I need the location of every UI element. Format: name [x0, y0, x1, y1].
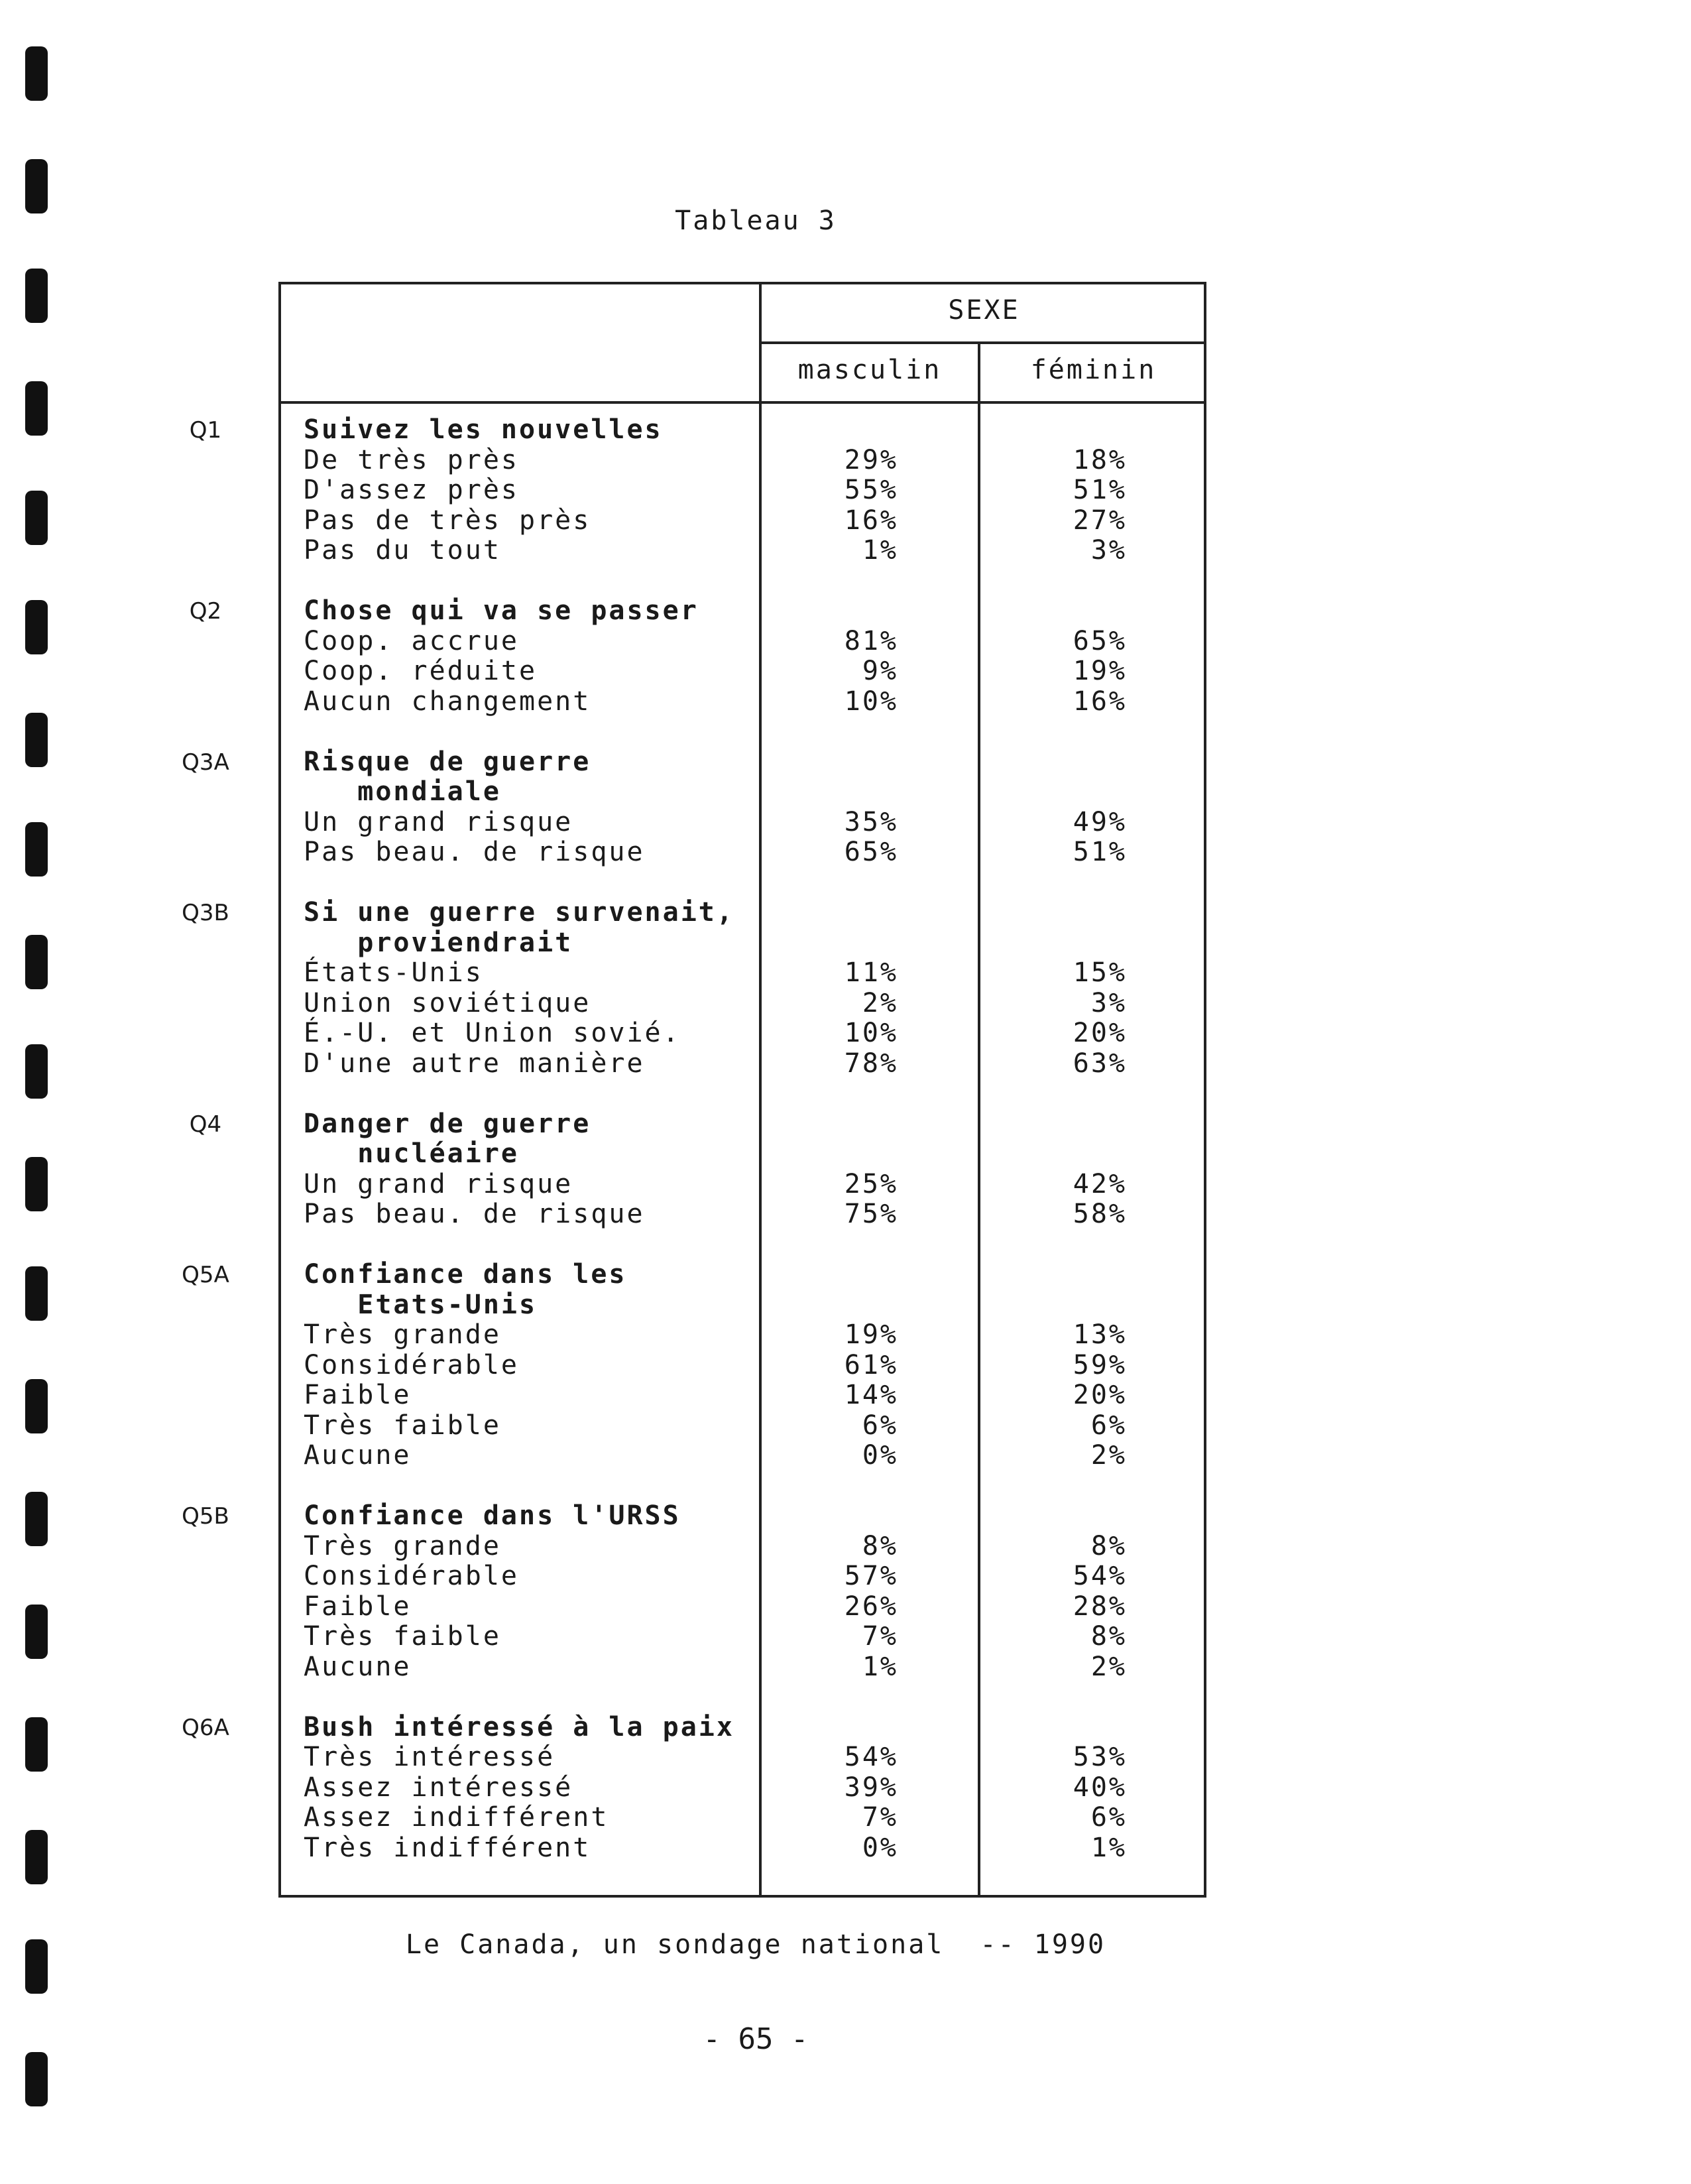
section-heading: Si une guerre survenait,	[304, 897, 734, 928]
value-feminin: 19%	[1073, 656, 1127, 686]
binding-hole	[25, 1379, 48, 1433]
section-heading: Danger de guerre	[304, 1108, 591, 1139]
value-masculin: 7%	[862, 1621, 898, 1652]
value-masculin: 9%	[862, 656, 898, 686]
value-feminin: 58%	[1073, 1199, 1127, 1229]
section-heading: Suivez les nouvelles	[304, 414, 663, 445]
header-col-feminin: féminin	[1030, 355, 1157, 385]
row-label: Assez indifférent	[304, 1802, 609, 1833]
value-feminin: 65%	[1073, 625, 1127, 656]
value-feminin: 28%	[1073, 1591, 1127, 1622]
question-id: Q5A	[182, 1262, 229, 1288]
row-label: Très faible	[304, 1410, 501, 1441]
value-masculin: 16%	[844, 505, 898, 536]
row-label: Très intéressé	[304, 1742, 555, 1772]
column-divider-left	[759, 282, 762, 1898]
binding-hole	[25, 1830, 48, 1884]
value-masculin: 0%	[862, 1440, 898, 1471]
binding-hole	[25, 491, 48, 545]
row-label: États-Unis	[304, 957, 483, 988]
binding-hole	[25, 1044, 48, 1099]
row-label: De très près	[304, 444, 519, 475]
row-label: Pas beau. de risque	[304, 1199, 645, 1229]
value-feminin: 63%	[1073, 1048, 1127, 1079]
value-feminin: 3%	[1090, 987, 1127, 1018]
value-feminin: 20%	[1073, 1380, 1127, 1410]
row-label: Considérable	[304, 1561, 519, 1591]
value-masculin: 57%	[844, 1561, 898, 1591]
row-label: Aucune	[304, 1440, 412, 1471]
value-feminin: 20%	[1073, 1018, 1127, 1048]
value-masculin: 78%	[844, 1048, 898, 1079]
question-id: Q3B	[182, 900, 229, 926]
row-label: Pas de très près	[304, 505, 591, 536]
question-id: Q2	[189, 598, 222, 625]
binding-hole	[25, 822, 48, 877]
value-masculin: 35%	[844, 806, 898, 837]
header-col-masculin: masculin	[797, 355, 942, 385]
value-masculin: 0%	[862, 1832, 898, 1863]
value-masculin: 55%	[844, 475, 898, 505]
value-masculin: 61%	[844, 1349, 898, 1380]
value-feminin: 8%	[1090, 1621, 1127, 1652]
value-masculin: 1%	[862, 1651, 898, 1682]
section-heading: mondiale	[304, 776, 501, 807]
value-masculin: 29%	[844, 444, 898, 475]
column-divider-mid	[978, 341, 980, 1898]
row-label: Très grande	[304, 1530, 501, 1561]
binding-hole	[25, 381, 48, 436]
row-label: Très grande	[304, 1319, 501, 1350]
value-feminin: 54%	[1073, 1561, 1127, 1591]
binding-hole	[25, 269, 48, 323]
binding-hole	[25, 935, 48, 989]
row-label: Très faible	[304, 1621, 501, 1652]
value-masculin: 1%	[862, 535, 898, 566]
row-label: Pas beau. de risque	[304, 837, 645, 867]
binding-hole	[25, 713, 48, 767]
row-label: Faible	[304, 1380, 412, 1410]
value-feminin: 13%	[1073, 1319, 1127, 1350]
value-feminin: 49%	[1073, 806, 1127, 837]
section-heading: nucléaire	[304, 1138, 519, 1169]
row-label: Union soviétique	[304, 987, 591, 1018]
binding-hole	[25, 600, 48, 654]
value-masculin: 26%	[844, 1591, 898, 1622]
question-id: Q1	[189, 417, 222, 444]
section-heading: Etats-Unis	[304, 1289, 538, 1320]
section-heading: Bush intéressé à la paix	[304, 1711, 734, 1742]
footer-caption: Le Canada, un sondage national -- 1990	[405, 1929, 1106, 1960]
value-feminin: 6%	[1090, 1802, 1127, 1833]
value-feminin: 40%	[1073, 1772, 1127, 1803]
value-feminin: 8%	[1090, 1530, 1127, 1561]
value-masculin: 75%	[844, 1199, 898, 1229]
page-number: - 65 -	[703, 2022, 809, 2056]
value-masculin: 2%	[862, 987, 898, 1018]
value-feminin: 6%	[1090, 1410, 1127, 1441]
value-feminin: 51%	[1073, 475, 1127, 505]
value-masculin: 6%	[862, 1410, 898, 1441]
section-heading: Risque de guerre	[304, 746, 591, 777]
binding-hole	[25, 46, 48, 101]
question-id: Q4	[189, 1111, 222, 1138]
value-masculin: 8%	[862, 1530, 898, 1561]
row-label: Assez intéressé	[304, 1772, 573, 1803]
value-masculin: 14%	[844, 1380, 898, 1410]
section-heading: proviendrait	[304, 927, 573, 958]
value-masculin: 39%	[844, 1772, 898, 1803]
value-masculin: 10%	[844, 1018, 898, 1048]
value-feminin: 51%	[1073, 837, 1127, 867]
row-label: Aucun changement	[304, 686, 591, 717]
section-heading: Confiance dans l'URSS	[304, 1500, 681, 1531]
row-label: Très indifférent	[304, 1832, 591, 1863]
row-label: Un grand risque	[304, 1168, 573, 1199]
question-id: Q5B	[182, 1503, 229, 1530]
value-masculin: 11%	[844, 957, 898, 988]
row-label: D'assez près	[304, 475, 519, 505]
row-label: Considérable	[304, 1349, 519, 1380]
value-masculin: 54%	[844, 1742, 898, 1772]
value-feminin: 59%	[1073, 1349, 1127, 1380]
value-feminin: 27%	[1073, 505, 1127, 536]
value-feminin: 2%	[1090, 1651, 1127, 1682]
page-title: Tableau 3	[675, 206, 837, 236]
header-group-label: SEXE	[948, 295, 1020, 326]
binding-hole	[25, 2052, 48, 2106]
value-masculin: 81%	[844, 625, 898, 656]
binding-hole	[25, 1605, 48, 1659]
binding-hole	[25, 1717, 48, 1772]
value-feminin: 53%	[1073, 1742, 1127, 1772]
header-divider	[759, 341, 1206, 344]
value-masculin: 19%	[844, 1319, 898, 1350]
question-id: Q3A	[182, 749, 229, 776]
row-label: É.-U. et Union sovié.	[304, 1018, 681, 1048]
row-label: Un grand risque	[304, 806, 573, 837]
value-masculin: 7%	[862, 1802, 898, 1833]
value-feminin: 2%	[1090, 1440, 1127, 1471]
value-masculin: 65%	[844, 837, 898, 867]
binding-hole	[25, 1492, 48, 1546]
value-masculin: 25%	[844, 1168, 898, 1199]
row-label: D'une autre manière	[304, 1048, 645, 1079]
value-feminin: 3%	[1090, 535, 1127, 566]
value-feminin: 42%	[1073, 1168, 1127, 1199]
row-label: Aucune	[304, 1651, 412, 1682]
value-masculin: 10%	[844, 686, 898, 717]
binding-hole	[25, 1266, 48, 1321]
header-bottom-line	[278, 401, 1206, 404]
binding-hole	[25, 1157, 48, 1211]
row-label: Coop. réduite	[304, 656, 538, 686]
section-heading: Chose qui va se passer	[304, 595, 699, 626]
row-label: Pas du tout	[304, 535, 501, 566]
question-id: Q6A	[182, 1714, 229, 1741]
value-feminin: 15%	[1073, 957, 1127, 988]
value-feminin: 16%	[1073, 686, 1127, 717]
row-label: Faible	[304, 1591, 412, 1622]
section-heading: Confiance dans les	[304, 1259, 627, 1290]
value-feminin: 1%	[1090, 1832, 1127, 1863]
row-label: Coop. accrue	[304, 625, 519, 656]
value-feminin: 18%	[1073, 444, 1127, 475]
